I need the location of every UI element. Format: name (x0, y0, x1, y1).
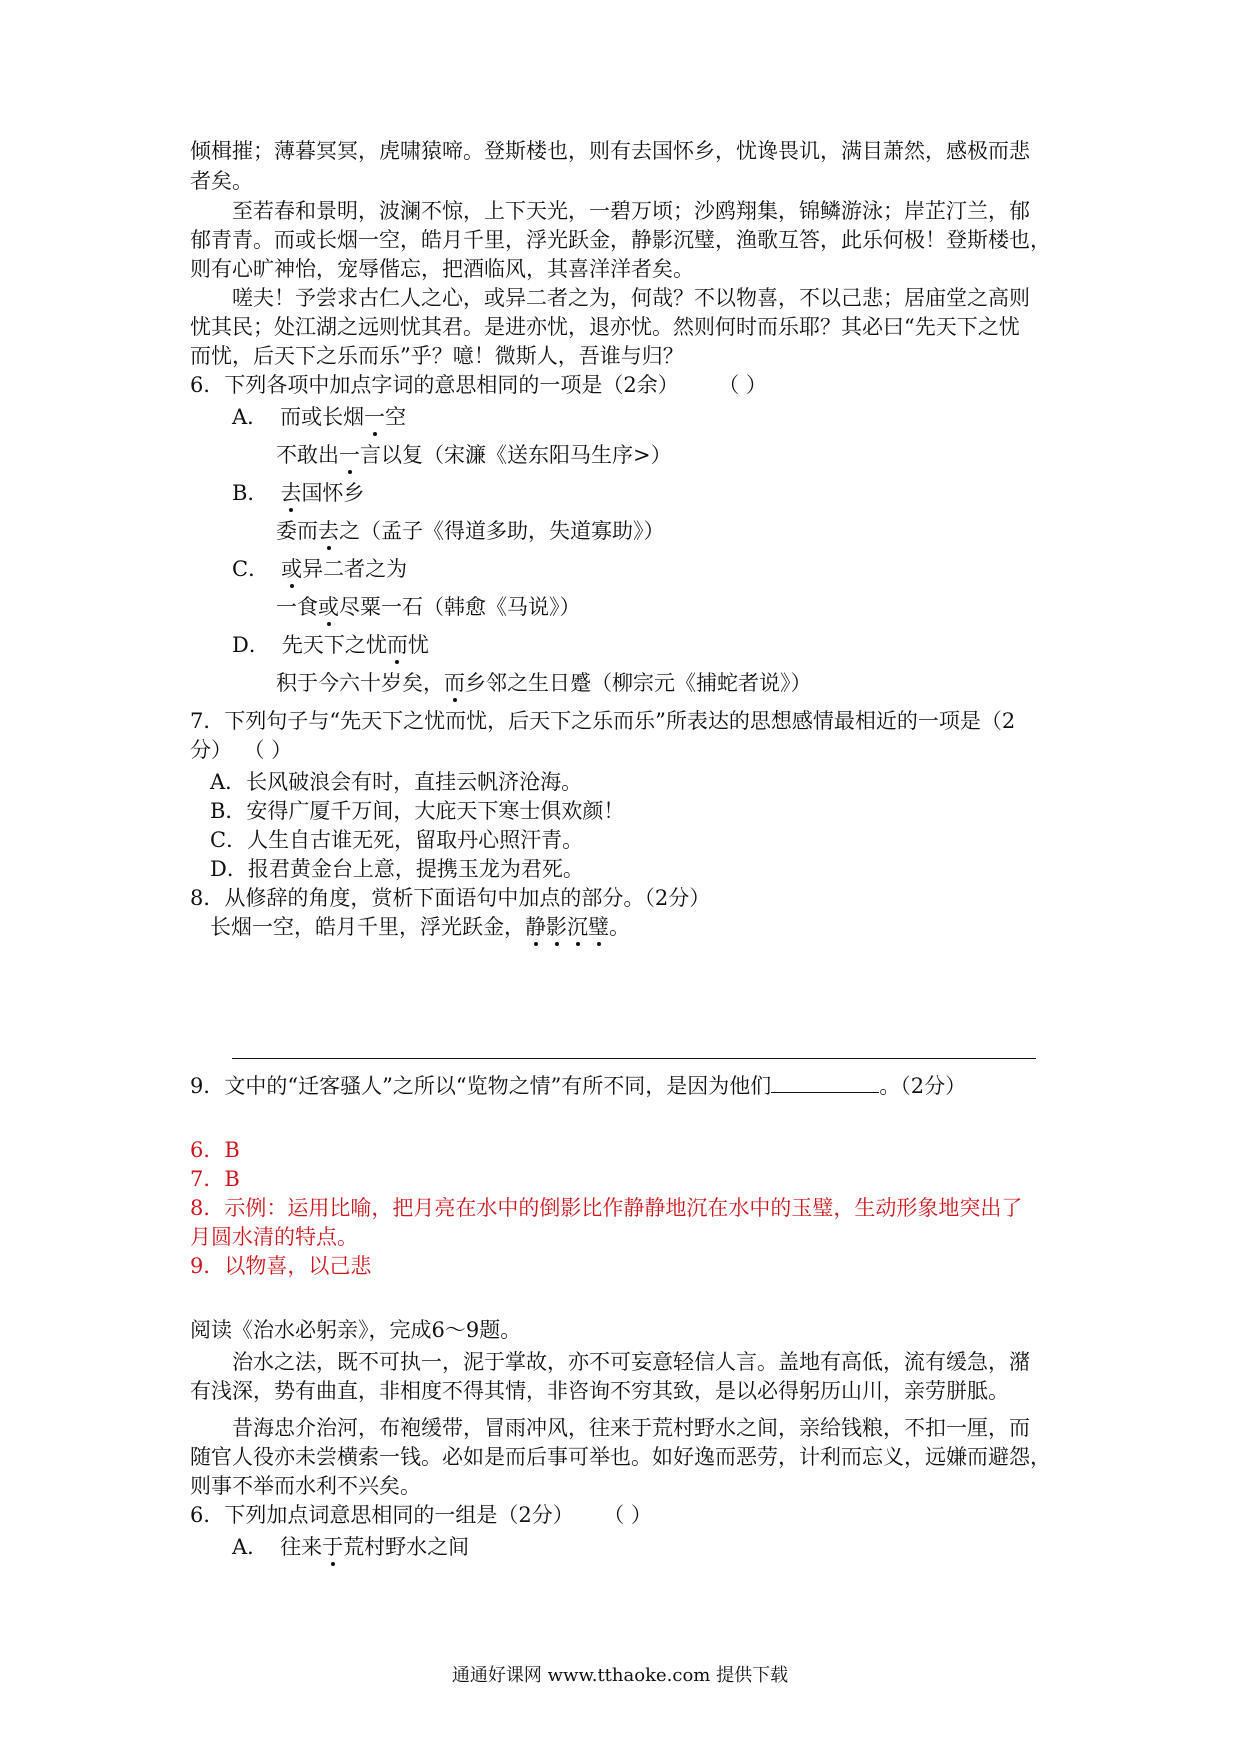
answer-6: 6．B (190, 1138, 240, 1162)
answer-line[interactable] (232, 1058, 1036, 1059)
answer-9: 9．以物喜，以己悲 (190, 1254, 372, 1278)
q6-option-b-line2 (276, 517, 665, 545)
answer-8: 8．示例：运用比喻，把月亮在水中的倒影比作静静地沉在水中的玉璧，生动形象地突出了 (190, 1196, 1023, 1220)
dotted-char: 而 (444, 671, 465, 695)
passage1-line: 者矣。 (190, 169, 253, 193)
option-text: 荒村野水之间 (343, 1535, 470, 1559)
passage1-line: 嗟夫！予尝求古仁人之心，或异二者之为，何哉？不以物喜，不以己悲；居庙堂之高则 (232, 286, 1030, 310)
dotted-char: 或 (318, 595, 339, 619)
question-6-text: 6．下列各项中加点字词的意思相同的一项是（2余） (190, 373, 679, 397)
option-letter: A． (232, 405, 269, 429)
question-7-stem-cont (190, 736, 292, 764)
q6-option-c-line2 (276, 593, 581, 621)
dotted-phrase (525, 915, 609, 939)
quote-text: 。 (609, 915, 630, 939)
option-text: 之（孟子《得道多助，失道寡助》） (339, 519, 665, 543)
dotted-char: 一 (339, 443, 360, 467)
dotted-char: 影 (546, 915, 567, 939)
option-text: 尽粟一石（韩愈《马说》） (339, 595, 581, 619)
passage1-line: 郁青青。而或长烟一空，皓月千里，浮光跃金，静影沉璧，渔歌互答，此乐何极！登斯楼也， (190, 228, 1051, 252)
option-text: 积于今六十岁矣， (276, 671, 444, 695)
q6-option-d-line1 (232, 631, 429, 659)
question-7-text: 分） (190, 738, 232, 762)
q6b-option-a (232, 1533, 469, 1561)
option-letter: A． (232, 1535, 269, 1559)
quote-text: 长烟一空，皓月千里，浮光跃金， (210, 915, 525, 939)
option-text: 往来 (280, 1535, 323, 1559)
answer-paren: （ ） (728, 373, 767, 397)
option-letter: B． (232, 481, 269, 505)
fill-in-blank[interactable] (771, 1072, 879, 1093)
q7-option: D．报君黄金台上意，提携玉龙为君死。 (210, 857, 584, 881)
option-text: 言以复（宋濂《送东阳马生序>） (360, 443, 672, 467)
passage1-line: 倾楫摧；薄暮冥冥，虎啸猿啼。登斯楼也，则有去国怀乡，忧谗畏讥，满目萧然，感极而悲 (190, 139, 1030, 163)
passage2-line: 治水之法，既不可执一，泥于掌故，亦不可妄意轻信人言。盖地有高低，流有缓急，潴 (232, 1350, 1030, 1374)
q6-option-b-line1 (232, 479, 364, 507)
question-9-text: 。（2分） (879, 1074, 967, 1098)
passage1-line: 而忧，后天下之乐而乐”乎？噫！微斯人，吾谁与归？ (190, 344, 684, 368)
passage2-line: 有浅深，势有曲直，非相度不得其情，非咨询不穷其致，是以必得躬历山川，亲劳胼胝。 (190, 1379, 1009, 1403)
dotted-char: 璧 (588, 915, 609, 939)
dotted-char: 于 (322, 1535, 344, 1559)
passage1-line: 则有心旷神怡，宠辱偕忘，把酒临风，其喜洋洋者矣。 (190, 257, 694, 281)
option-letter: C． (232, 557, 270, 581)
passage2-line: 随官人役亦未尝横索一钱。必如是而后事可举也。如好逸而恶劳，计利而忘义，远嫌而避怨， (190, 1445, 1051, 1469)
question-9 (190, 1072, 966, 1100)
question-6-stem (190, 371, 767, 399)
question-8-stem: 8．从修辞的角度，赏析下面语句中加点的部分。（2分） (190, 886, 711, 910)
dotted-char: 去 (318, 519, 339, 543)
option-letter: D． (232, 633, 270, 657)
q6-option-a-line2 (276, 441, 672, 469)
option-text: 委而 (276, 519, 318, 543)
dotted-char: 一 (364, 405, 386, 429)
q7-option: A．长风破浪会有时，直挂云帆济沧海。 (210, 770, 583, 794)
question-6b-stem (190, 1501, 652, 1529)
option-text: 一食 (276, 595, 318, 619)
answer-8-cont: 月圆水清的特点。 (190, 1225, 358, 1249)
passage2-intro: 阅读《治水必躬亲》，完成6～9题。 (190, 1318, 522, 1342)
passage2-line: 则事不举而水利不兴矣。 (190, 1474, 421, 1498)
option-text: 乡邻之生日蹙（柳宗元《捕蛇者说》） (465, 671, 812, 695)
dotted-char: 或 (281, 557, 303, 581)
passage2-line: 昔海忠介治河，布袍缓带，冒雨冲风，往来于荒村野水之间，亲给钱粮，不扣一厘，而 (232, 1416, 1030, 1440)
passage1-line: 至若春和景明，波澜不惊，上下天光，一碧万顷；沙鸥翔集，锦鳞游泳；岸芷汀兰，郁 (232, 199, 1030, 223)
question-6b-text: 6．下列加点词意思相同的一组是（2分） (190, 1503, 574, 1527)
dotted-char: 去 (280, 481, 302, 505)
dotted-char: 而 (386, 633, 408, 657)
dotted-char: 静 (525, 915, 546, 939)
q6-option-c-line1 (232, 555, 407, 583)
q6-option-d-line2 (276, 669, 812, 697)
answer-paren: （ ） (254, 738, 293, 762)
option-text: 忧 (407, 633, 429, 657)
q6-option-a-line1 (232, 403, 406, 431)
answer-7: 7．B (190, 1167, 240, 1191)
option-text: 国怀乡 (301, 481, 365, 505)
option-text: 而或长烟 (280, 405, 365, 429)
option-text: 不敢出 (276, 443, 339, 467)
option-text: 异二者之为 (302, 557, 408, 581)
q7-option: B．安得广厦千万间，大庇天下寒士俱欢颜！ (210, 799, 625, 823)
question-8-quote (210, 913, 630, 941)
option-text: 空 (385, 405, 407, 429)
page-footer: 通通好课网 www.tthaoke.com 提供下载 (451, 1665, 789, 1686)
option-text: 先天下之忧 (281, 633, 387, 657)
dotted-char: 沉 (567, 915, 588, 939)
question-9-text: 9．文中的“迁客骚人”之所以“览物之情”有所不同，是因为他们 (190, 1074, 772, 1098)
question-7-stem: 7．下列句子与“先天下之忧而忧，后天下之乐而乐”所表达的思想感情最相近的一项是（2 (190, 709, 1016, 733)
passage1-line: 忧其民；处江湖之远则忧其君。是进亦忧，退亦忧。然则何时而乐耶？其必曰“先天下之忧 (190, 315, 1020, 339)
q7-option: C．人生自古谁无死，留取丹心照汗青。 (210, 828, 584, 852)
answer-paren: （ ） (613, 1503, 652, 1527)
